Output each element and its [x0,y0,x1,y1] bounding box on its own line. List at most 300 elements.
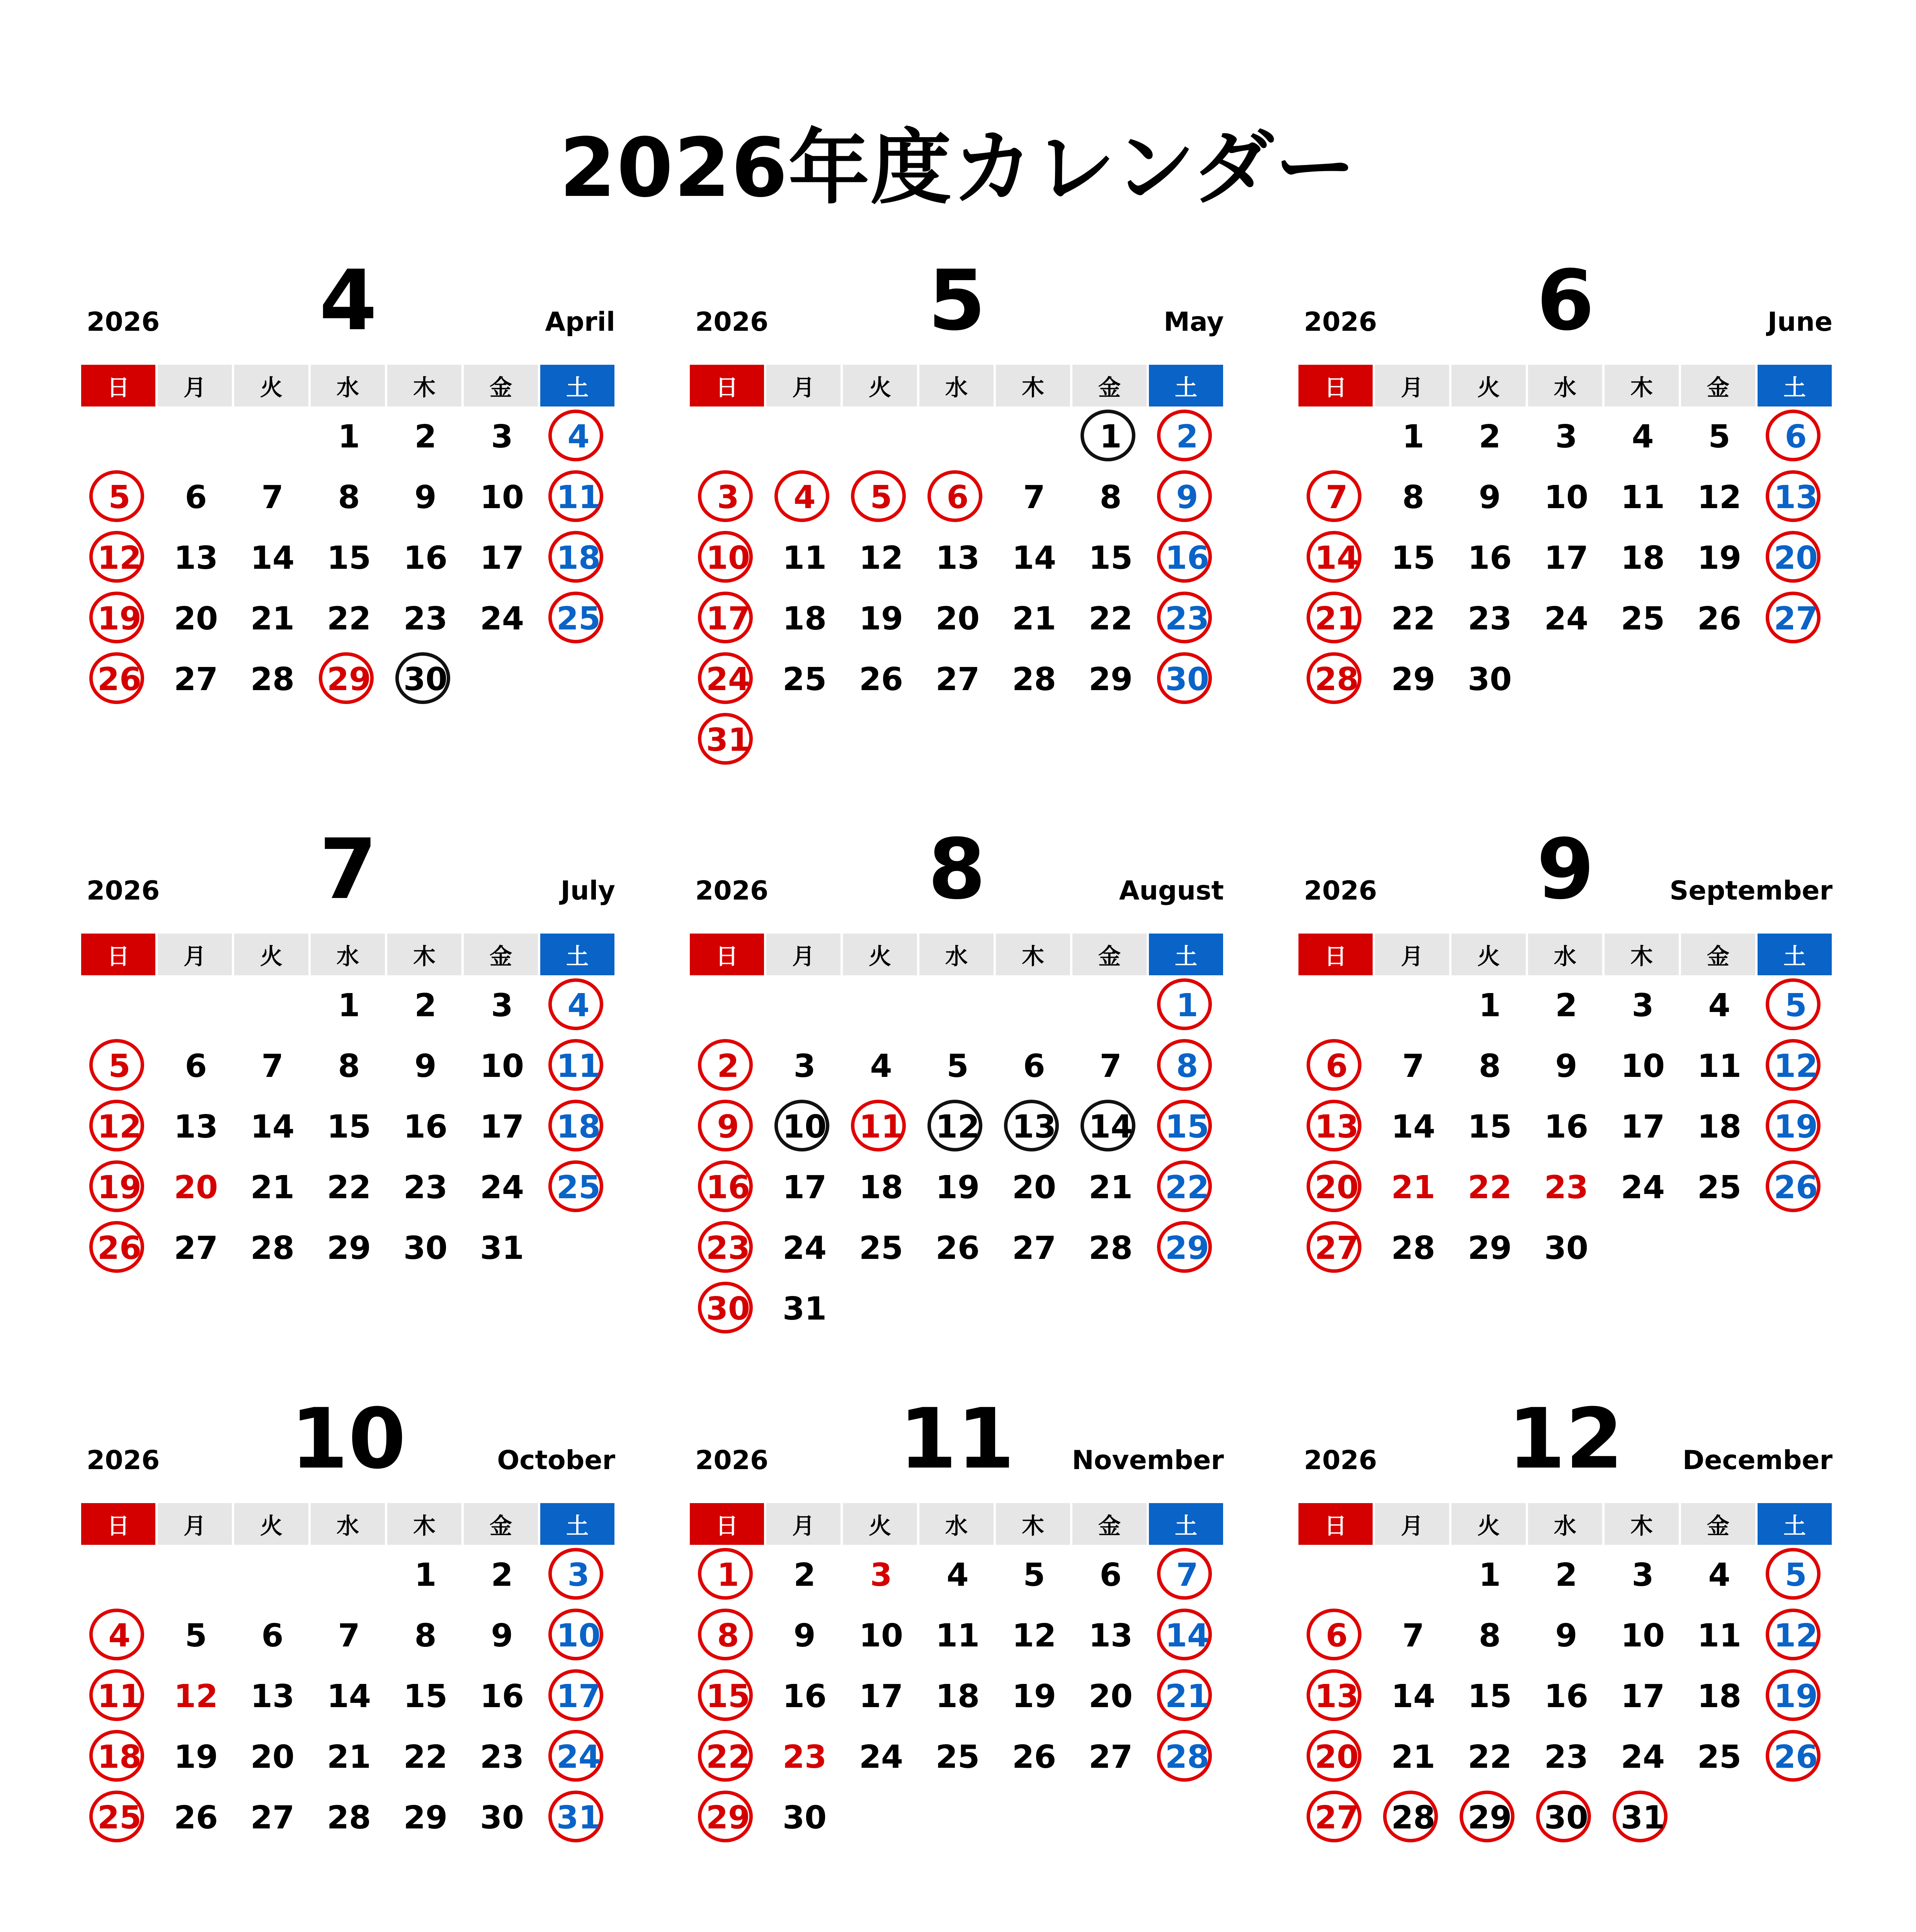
day-number: 31 [556,1799,601,1836]
day-cell [1072,1666,1149,1727]
day-number: 31 [480,1230,524,1267]
day-cell [766,1666,843,1727]
day-cell [158,649,234,710]
day-number: 13 [250,1678,295,1715]
day-number: 16 [480,1678,524,1715]
day-cell [1758,1545,1834,1605]
day-cell [540,1157,617,1218]
day-number: 24 [480,1169,524,1206]
day-number: 13 [1773,479,1818,516]
day-number: 21 [1391,1738,1436,1776]
day-cell [234,1036,311,1097]
weekday-header-cell: 金 [1681,365,1755,406]
day-number: 10 [1620,1048,1665,1085]
month-header [81,820,615,920]
day-number: 5 [108,479,131,516]
day-number: 25 [556,1169,601,1206]
day-cell [690,467,766,528]
day-number: 12 [174,1678,218,1715]
day-cell [766,1727,843,1787]
day-cell [1298,1787,1375,1848]
month-number: 6 [1537,252,1594,349]
month-name-en: November [1072,1445,1224,1476]
day-number: 8 [1479,1617,1501,1654]
weekday-header-cell: 日 [81,934,155,975]
month-block [1298,820,1833,1339]
day-cell [158,467,234,528]
day-cell [1681,1157,1758,1218]
day-cell [540,1666,617,1727]
day-number: 29 [706,1799,750,1836]
day-number: 18 [1697,1678,1742,1715]
month-header [690,251,1224,352]
day-number: 18 [556,539,601,577]
day-cell [996,467,1072,528]
day-cell [996,1605,1072,1666]
day-cell [1451,1218,1528,1279]
day-number: 8 [338,479,360,516]
day-number: 15 [327,539,371,577]
weekday-header-row [1298,934,1833,975]
day-number: 17 [480,539,524,577]
day-cell [1605,975,1681,1036]
day-number: 19 [1012,1678,1057,1715]
day-number: 3 [1555,418,1577,455]
weekday-header-row [81,365,615,406]
day-number: 26 [1773,1169,1818,1206]
day-number: 27 [1012,1230,1057,1267]
day-cell [81,1787,158,1848]
day-cell [996,528,1072,588]
weekday-header-cell: 日 [81,365,155,406]
day-number: 7 [1176,1556,1198,1594]
day-cell [843,1605,919,1666]
day-number: 9 [414,479,437,516]
weekday-header-cell: 木 [996,1503,1070,1545]
day-cell [1681,1545,1758,1605]
day-number: 2 [1176,418,1198,455]
day-cell [81,467,158,528]
day-number: 21 [327,1738,371,1776]
day-cell [996,1727,1072,1787]
day-number: 20 [250,1738,295,1776]
day-cell [766,588,843,649]
day-cell [766,528,843,588]
day-cell [843,1666,919,1727]
day-number: 1 [717,1556,739,1594]
day-cell [1298,1727,1375,1787]
day-number: 14 [1391,1108,1436,1145]
day-cell [1072,1545,1149,1605]
day-number: 8 [1402,479,1424,516]
day-cell [1072,406,1149,467]
weekday-header-row [690,934,1224,975]
day-number: 8 [338,1048,360,1085]
day-number: 11 [556,1048,601,1085]
day-number: 5 [870,479,892,516]
day-number: 10 [1620,1617,1665,1654]
day-number: 13 [1314,1108,1359,1145]
day-number: 18 [556,1108,601,1145]
day-number: 5 [946,1048,969,1085]
weekday-header-cell: 日 [690,365,764,406]
day-number: 28 [250,1230,295,1267]
day-number: 25 [1697,1169,1742,1206]
day-number: 18 [1697,1108,1742,1145]
day-number: 17 [1620,1108,1665,1145]
day-number: 25 [782,661,827,698]
day-number: 9 [1555,1617,1577,1654]
day-number: 15 [327,1108,371,1145]
day-cell [1149,1157,1225,1218]
day-cell [766,1036,843,1097]
weekday-header-cell: 木 [387,934,461,975]
day-number: 2 [414,418,437,455]
day-cell [1149,1727,1225,1787]
month-block [81,820,615,1339]
day-cell [158,1787,234,1848]
day-number: 29 [1467,1230,1512,1267]
day-number: 24 [859,1738,904,1776]
day-cell [1605,1787,1681,1848]
month-name-en: September [1669,876,1833,906]
day-number: 3 [870,1556,892,1594]
day-cell [387,1218,464,1279]
day-number: 20 [174,600,218,637]
day-cell [1149,1605,1225,1666]
day-number: 27 [1773,600,1818,637]
day-cell [234,649,311,710]
day-cell [1605,1157,1681,1218]
day-cell [843,1097,919,1157]
day-cell [1605,1605,1681,1666]
day-cell [387,1036,464,1097]
month-block [690,820,1224,1339]
day-number: 14 [250,1108,295,1145]
day-number: 23 [403,600,448,637]
day-cell [1451,1097,1528,1157]
day-number: 30 [403,1230,448,1267]
day-number: 23 [480,1738,524,1776]
day-cell [1149,1545,1225,1605]
day-cell [1758,588,1834,649]
day-number: 8 [1099,479,1122,516]
day-number: 17 [1544,539,1589,577]
day-number: 13 [1314,1678,1359,1715]
day-cell [1375,1036,1451,1097]
day-cell [158,1036,234,1097]
month-block [81,1389,615,1909]
weekday-header-cell: 日 [1298,365,1373,406]
day-number: 25 [1620,600,1665,637]
day-cell [387,588,464,649]
day-cell [690,1666,766,1727]
day-cell [387,1666,464,1727]
day-cell [996,1097,1072,1157]
day-cell [1298,1605,1375,1666]
day-cell [158,1157,234,1218]
day-number: 4 [567,418,590,455]
weekday-header-cell: 火 [234,934,308,975]
day-cell [1451,649,1528,710]
weekday-header-cell: 月 [1375,1503,1449,1545]
day-cell [1375,1787,1451,1848]
day-number: 10 [706,539,750,577]
day-number: 7 [1099,1048,1122,1085]
day-cell [387,975,464,1036]
day-number: 22 [1467,1169,1512,1206]
day-number: 7 [261,479,284,516]
weekday-header-cell: 金 [1072,365,1147,406]
month-block [690,1389,1224,1909]
day-number: 14 [327,1678,371,1715]
day-cell [1149,1036,1225,1097]
day-cell [540,1097,617,1157]
day-number: 4 [870,1048,892,1085]
day-cell [1149,406,1225,467]
day-cell [996,1218,1072,1279]
month-header [81,251,615,352]
day-number: 5 [1785,1556,1807,1594]
day-cell [464,1157,540,1218]
day-number: 22 [327,600,371,637]
day-cell [766,1218,843,1279]
day-number: 5 [1785,987,1807,1024]
day-number: 23 [706,1230,750,1267]
month-year: 2026 [1304,307,1377,337]
day-number: 31 [1620,1799,1665,1836]
day-cell [766,1279,843,1339]
day-cell [1451,467,1528,528]
day-number: 3 [717,479,739,516]
day-number: 3 [567,1556,590,1594]
day-number: 29 [327,1230,371,1267]
weekday-header-row [690,365,1224,406]
weekday-header-cell: 火 [843,934,917,975]
day-number: 6 [1099,1556,1122,1594]
day-cell [919,1727,996,1787]
day-cell [1681,1097,1758,1157]
day-cell [919,1097,996,1157]
weekday-header-cell: 土 [1149,934,1223,975]
month-number: 10 [290,1390,406,1487]
day-cell [1451,1545,1528,1605]
day-cell [158,1666,234,1727]
day-cell [1375,1218,1451,1279]
day-number: 26 [97,1230,142,1267]
day-number: 16 [1467,539,1512,577]
day-cell [1298,528,1375,588]
day-cell [766,467,843,528]
day-number: 1 [1479,987,1501,1024]
day-cell [1149,1218,1225,1279]
day-cell [919,1036,996,1097]
day-number: 29 [1165,1230,1210,1267]
day-number: 28 [1088,1230,1133,1267]
day-number: 29 [1391,661,1436,698]
day-cell [234,1787,311,1848]
day-number: 3 [1632,1556,1654,1594]
weekday-header-cell: 月 [766,1503,841,1545]
weekday-header-cell: 金 [464,1503,538,1545]
weekday-header-cell: 火 [1451,934,1526,975]
day-number: 30 [1467,661,1512,698]
weekday-header-cell: 月 [158,365,232,406]
weekday-header-cell: 火 [234,1503,308,1545]
weekday-header-cell: 金 [1072,934,1147,975]
day-cell [843,649,919,710]
day-number: 9 [491,1617,513,1654]
day-number: 26 [859,661,904,698]
day-cell [690,588,766,649]
weekday-header-cell: 土 [540,1503,614,1545]
day-cell [540,1036,617,1097]
day-cell [1298,1666,1375,1727]
day-cell [464,1787,540,1848]
day-number: 3 [1632,987,1654,1024]
day-cell [1375,1097,1451,1157]
day-number: 6 [1023,1048,1045,1085]
day-cell [81,1157,158,1218]
day-cell [1605,1666,1681,1727]
day-number: 20 [174,1169,218,1206]
day-cell [843,467,919,528]
day-number: 19 [935,1169,980,1206]
weekday-header-row [1298,365,1833,406]
day-cell [1298,467,1375,528]
weekday-header-cell: 金 [1681,934,1755,975]
day-cell [311,1157,387,1218]
day-cell [919,467,996,528]
month-year: 2026 [87,876,160,906]
day-number: 16 [403,539,448,577]
day-number: 12 [97,539,142,577]
weekday-header-cell: 日 [690,1503,764,1545]
day-cell [690,1097,766,1157]
month-name-en: June [1767,307,1833,337]
day-number: 30 [403,661,448,698]
day-number: 8 [414,1617,437,1654]
day-number: 7 [261,1048,284,1085]
month-name-en: July [560,876,615,906]
weekday-header-cell: 土 [540,934,614,975]
day-number: 24 [1620,1169,1665,1206]
day-number: 14 [1314,539,1359,577]
day-number: 24 [1620,1738,1665,1776]
day-cell [1375,1666,1451,1727]
weekday-header-cell: 月 [1375,934,1449,975]
day-cell [1451,1605,1528,1666]
day-cell [1375,649,1451,710]
day-number: 21 [250,600,295,637]
day-cell [690,1787,766,1848]
day-number: 5 [185,1617,207,1654]
day-number: 19 [97,1169,142,1206]
day-cell [464,975,540,1036]
day-cell [919,528,996,588]
day-number: 10 [556,1617,601,1654]
day-cell [1605,1097,1681,1157]
day-number: 7 [1402,1617,1424,1654]
month-block [81,251,615,770]
month-number: 5 [928,252,986,349]
weekday-header-cell: 水 [311,365,385,406]
day-cell [158,1218,234,1279]
month-block [690,251,1224,770]
day-number: 13 [174,539,218,577]
day-cell [540,406,617,467]
day-cell [464,1097,540,1157]
day-number: 27 [174,1230,218,1267]
weekday-header-cell: 金 [464,934,538,975]
day-number: 25 [556,600,601,637]
day-number: 23 [1467,600,1512,637]
day-cell [843,528,919,588]
day-cell [1528,975,1605,1036]
day-number: 24 [556,1738,601,1776]
day-cell [1605,1545,1681,1605]
day-cell [540,1605,617,1666]
day-cell [766,1545,843,1605]
day-number: 10 [859,1617,904,1654]
day-number: 11 [1697,1048,1742,1085]
weekday-header-cell: 火 [234,365,308,406]
day-number: 30 [1544,1799,1589,1836]
day-cell [1528,1666,1605,1727]
day-cell [464,1545,540,1605]
day-cell [1681,1727,1758,1787]
day-number: 1 [338,987,360,1024]
weekday-header-cell: 水 [311,934,385,975]
day-cell [311,1787,387,1848]
weekday-header-cell: 火 [1451,365,1526,406]
month-number: 7 [319,821,377,918]
day-cell [540,467,617,528]
day-number: 4 [1708,1556,1731,1594]
day-number: 26 [935,1230,980,1267]
day-cell [311,1605,387,1666]
day-number: 18 [1620,539,1665,577]
day-number: 22 [706,1738,750,1776]
day-cell [1681,1666,1758,1727]
day-number: 29 [1467,1799,1512,1836]
month-number: 8 [928,821,986,918]
day-cell [464,1666,540,1727]
day-number: 14 [1088,1108,1133,1145]
day-number: 7 [1023,479,1045,516]
weekday-header-cell: 木 [1605,1503,1679,1545]
day-number: 26 [174,1799,218,1836]
day-cell [158,1727,234,1787]
month-name-en: May [1164,307,1224,337]
day-cell [234,467,311,528]
day-number: 9 [414,1048,437,1085]
weekday-header-cell: 木 [996,934,1070,975]
month-number: 12 [1508,1390,1623,1487]
day-number: 12 [935,1108,980,1145]
day-number: 29 [403,1799,448,1836]
day-cell [1072,1097,1149,1157]
day-cell [843,1727,919,1787]
day-cell [311,588,387,649]
weekday-header-row [1298,1503,1833,1545]
day-cell [158,1097,234,1157]
day-number: 14 [250,539,295,577]
weekday-header-cell: 水 [919,1503,994,1545]
day-number: 16 [1544,1678,1589,1715]
day-cell [1375,467,1451,528]
day-cell [387,1605,464,1666]
